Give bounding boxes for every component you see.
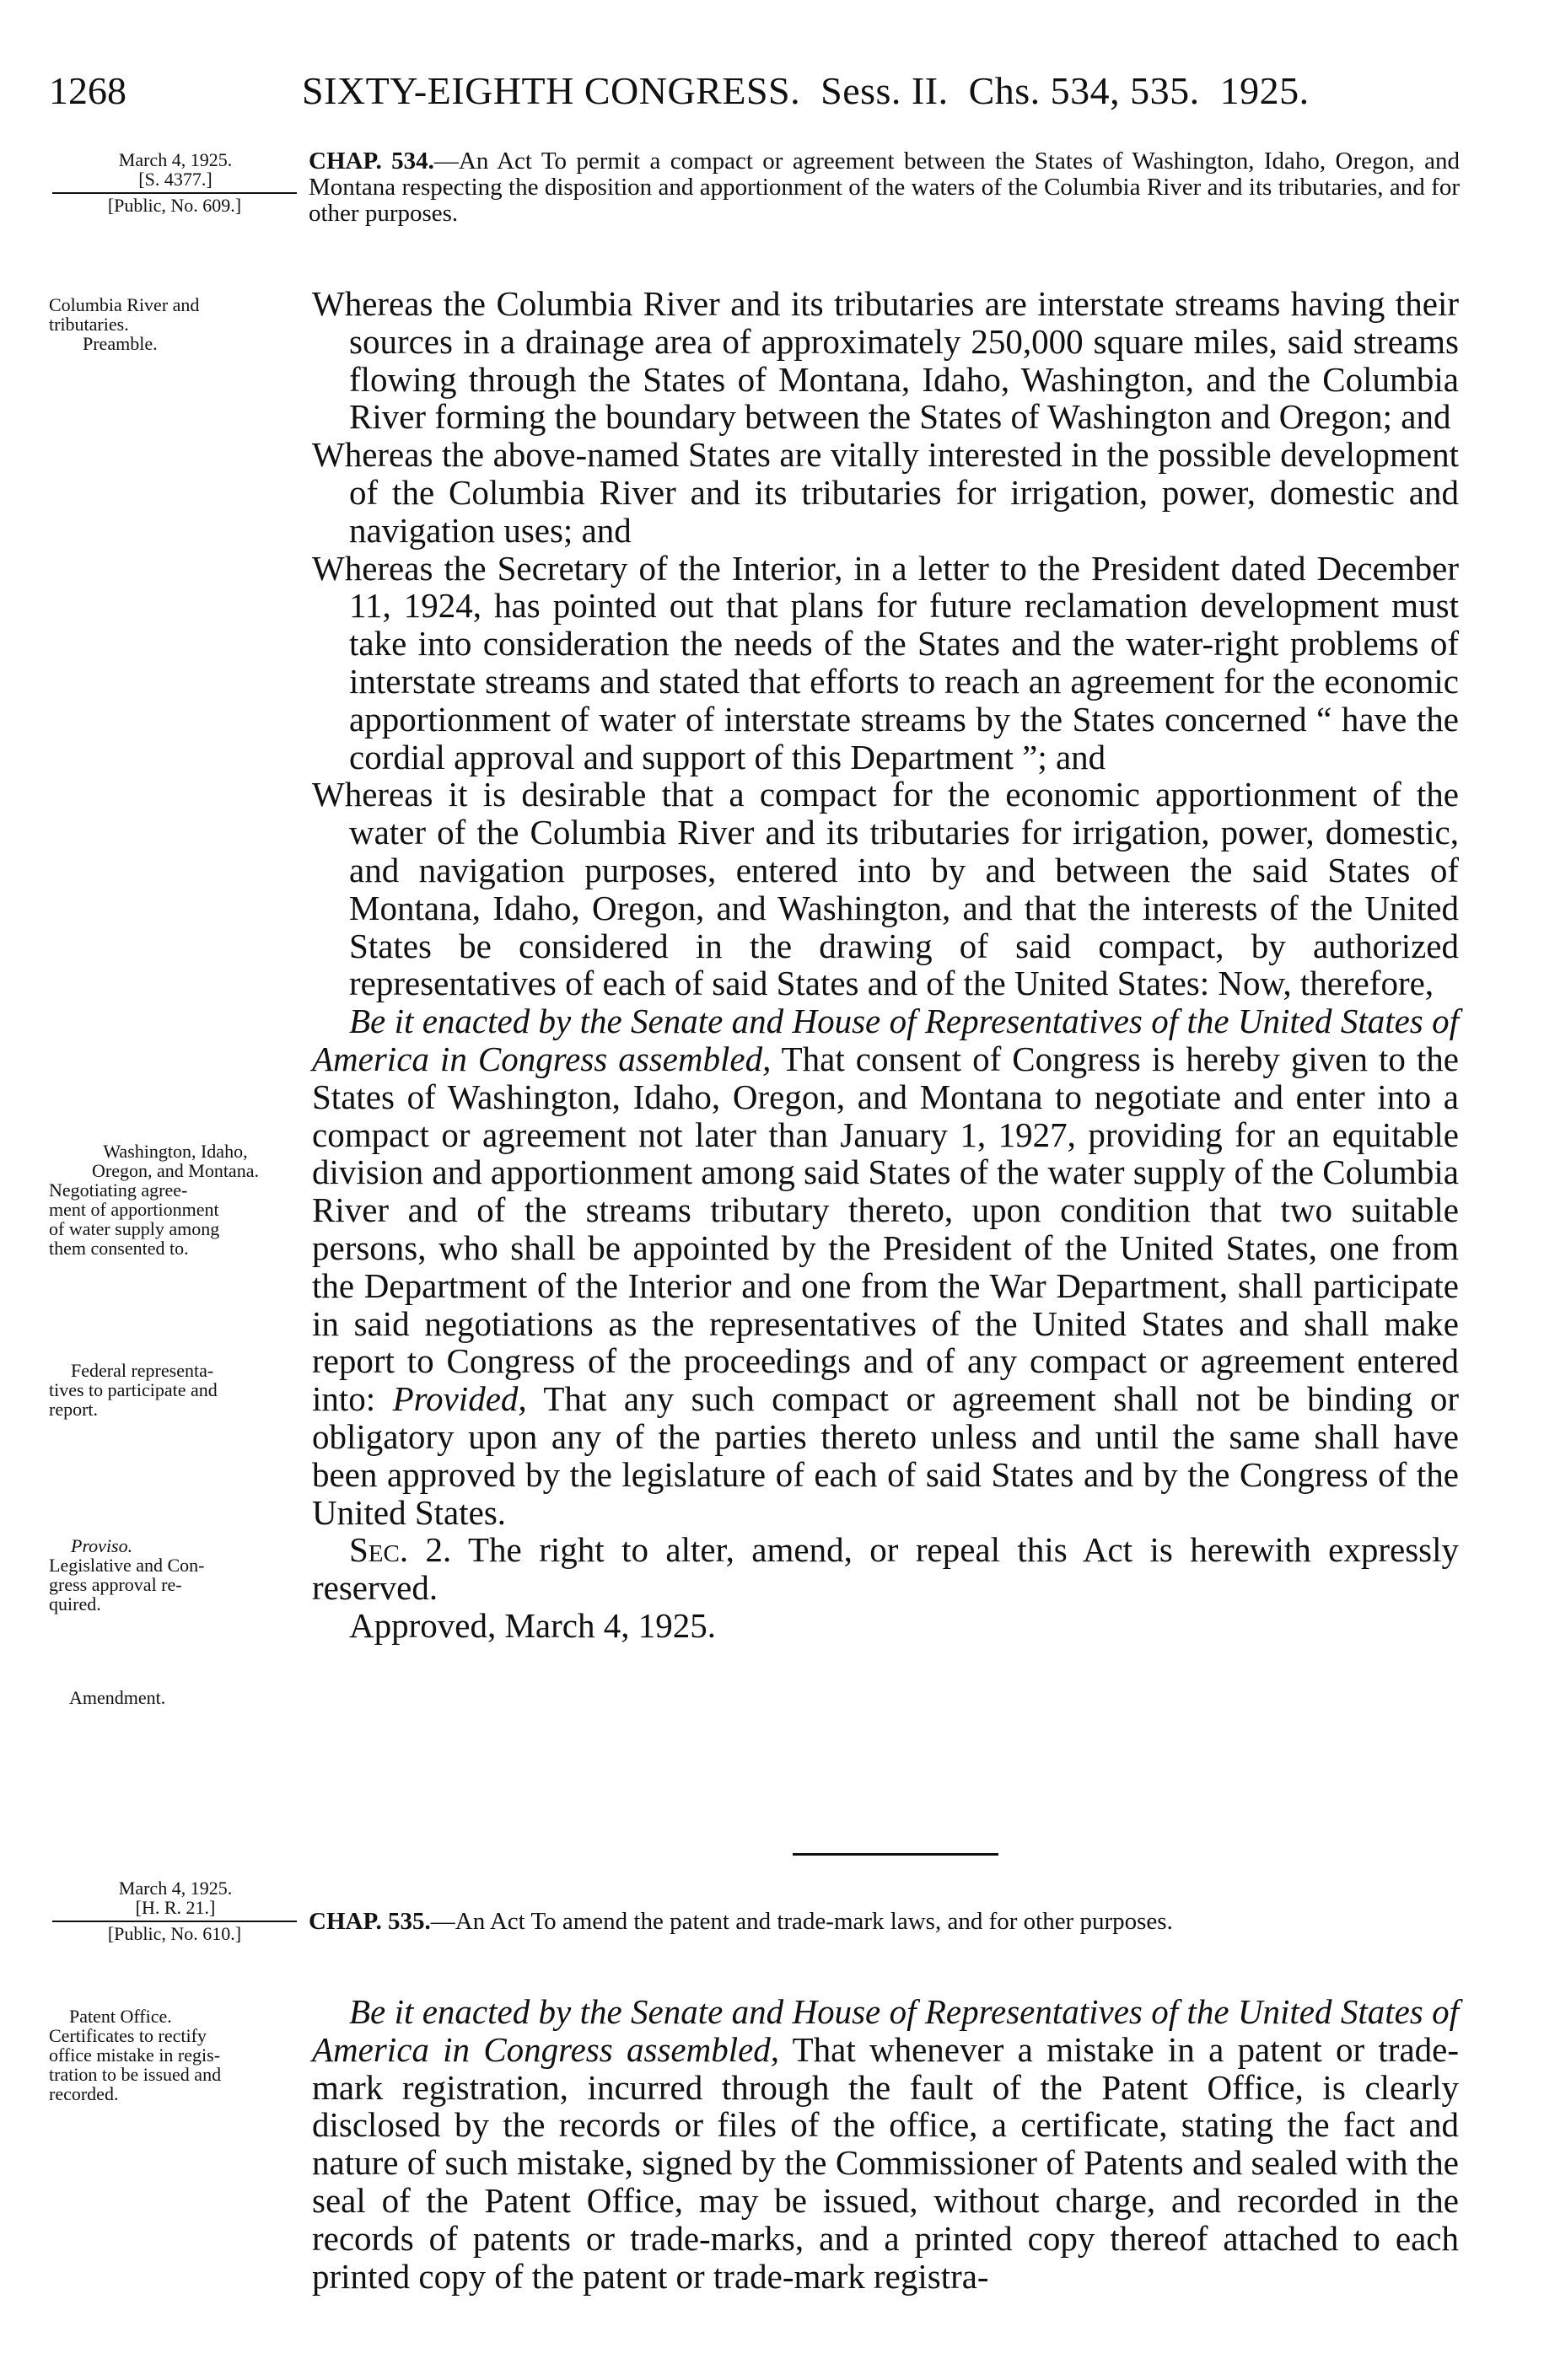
page-number: 1268 xyxy=(49,69,126,112)
whereas-clause-4: Whereas it is desirable that a compact for the economic apportionment of the water of the Columbia River and its tributaries for irrigation, power, domestic, and navigation purposes, entered into by and between the said States of Montana, Idaho, Oregon, and Washington, and that the interests of the United States be considered in the drawing of said compact, by authorized representatives of each of said States and of the United States: Now, therefore, xyxy=(312,775,1459,1003)
running-head-title xyxy=(302,66,1310,116)
margin-rule xyxy=(52,1921,297,1922)
margin-note-washington: Washington, Idaho, Oregon, and Montana. Negotiating agree- ment of apportionment of water supply among them consented to. xyxy=(49,1141,259,1259)
margin-note-columbia: Columbia River and tributaries. Preamble. xyxy=(49,294,200,354)
enacting-clause: Be it enacted by the Senate and House of Representatives of the United States of America in Congress assembled, xyxy=(312,1002,1459,1078)
provided-word: Provided, xyxy=(392,1379,527,1419)
margin-note-patent: Patent Office. Certificates to rectify office mistake in regis- tration to be issued and recorded. xyxy=(49,2006,222,2104)
chap534-margin-date xyxy=(91,150,260,189)
whereas-clause-2: Whereas the above-named States are vitally interested in the possible development of the Columbia River and its tributaries for irrigation, power, domestic and navigation uses; and xyxy=(312,435,1459,550)
chap535-heading xyxy=(309,1909,1460,1935)
whereas-clause-1: Whereas the Columbia River and its tributaries are interstate streams having their sources in a drainage area of approximately 250,000 square miles, said streams flowing through the States of Montana, Idaho, Washington, and the Columbia River forming the boundary between the States of Washington and Oregon; and xyxy=(312,284,1459,437)
congress-title: SIXTY-EIGHTH CONGRESS. xyxy=(302,69,801,112)
running-head xyxy=(49,66,1459,116)
enacting-clause: Be it enacted by the Senate and House of Representatives of the United States of America in Congress assembled, xyxy=(312,1992,1459,2069)
chap535-title: —An Act To amend the patent and trade-mark laws, and for other purposes. xyxy=(430,1908,1173,1935)
section-divider xyxy=(793,1853,998,1856)
chap535-bill-number: [H. R. 21.] xyxy=(135,1897,216,1918)
chap535-margin-date xyxy=(91,1878,260,1917)
chap535-body xyxy=(312,1993,1459,2295)
proviso-label: Proviso. xyxy=(71,1535,133,1556)
margin-note-proviso: Proviso. Legislative and Con- gress approval re- quired. xyxy=(49,1536,302,1614)
chap534-body xyxy=(312,285,1459,1645)
chap534-public-law: [Public, No. 609.] xyxy=(107,195,242,216)
margin-note-amendment: Amendment. xyxy=(69,1687,166,1708)
chap534-date: March 4, 1925. xyxy=(118,149,233,170)
session-label: Sess. II. xyxy=(820,69,949,112)
chap534-bill-number: [S. 4377.] xyxy=(138,169,213,190)
margin-rule xyxy=(52,192,297,194)
section-2-label: Sec. 2. xyxy=(349,1530,452,1570)
chap535-section-1: Be it enacted by the Senate and House of Representatives of the United States of America in Congress assembled, That whenever a mistake in a patent or trade-mark registration, incurred through the fault of the Patent Office, is clearly disclosed by the records or files of the office, a certificate, stating the fact and nature of such mistake, signed by the Commissioner of Patents and sealed with the seal of the Patent Office, may be issued, without charge, and recorded in the records of patents or trade-marks, and a printed copy thereof attached to each printed copy of the patent or trade-mark registra- xyxy=(312,1992,1460,2296)
chap535-date: March 4, 1925. xyxy=(118,1878,233,1899)
chap534-label: CHAP. 534. xyxy=(309,148,434,175)
chap534-heading xyxy=(309,148,1460,227)
chapters-label: Chs. 534, 535. xyxy=(968,69,1200,112)
chap535-label: CHAP. 535. xyxy=(309,1908,431,1935)
chap535-public-law: [Public, No. 610.] xyxy=(107,1923,242,1944)
section-2: Sec. 2. The right to alter, amend, or repeal this Act is herewith expressly reserved. xyxy=(312,1530,1460,1608)
approval-line: Approved, March 4, 1925. xyxy=(349,1605,716,1645)
margin-note-federal: Federal representa- tives to participate and report. xyxy=(49,1360,218,1420)
whereas-clause-3: Whereas the Secretary of the Interior, in a letter to the President dated December 11, 1924, has pointed out that plans for future reclamation development must take into consideration the needs of the States and the water-right problems of interstate streams and stated that efforts to reach an agreement for the economic apportionment of water of interstate streams by the States concerned “ have the cordial approval and support of this Department ”; and xyxy=(312,548,1459,776)
header-year: 1925. xyxy=(1219,69,1310,112)
chap534-title: —An Act To permit a compact or agreement between the States of Washington, Idaho, Oregon, and Montana respecting the disposition and apportionment of the waters of the Columbia River and its tributaries, and for other purposes. xyxy=(309,148,1460,227)
section-1: Be it enacted by the Senate and House of Representatives of the United States of America in Congress assembled, That consent of Congress is hereby given to the States of Washington, Idaho, Oregon, and Montana to negotiate and enter into a compact or agreement not later than January 1, 1927, providing for an equitable division and apportionment among said States of the water supply of the Columbia River and of the streams tributary thereto, upon condition that two suitable persons, who shall be appointed by the President of the United States, one from the Department of the Interior and one from the War Department, shall participate in said negotiations as the representatives of the United States and shall make report to Congress of the proceedings and of any compact or agreement entered into: Provided, That any such compact or agreement shall not be binding or obligatory upon any of the parties thereto unless and until the same shall have been approved by the legislature of each of said States and by the Congress of the United States. xyxy=(312,1002,1459,1532)
